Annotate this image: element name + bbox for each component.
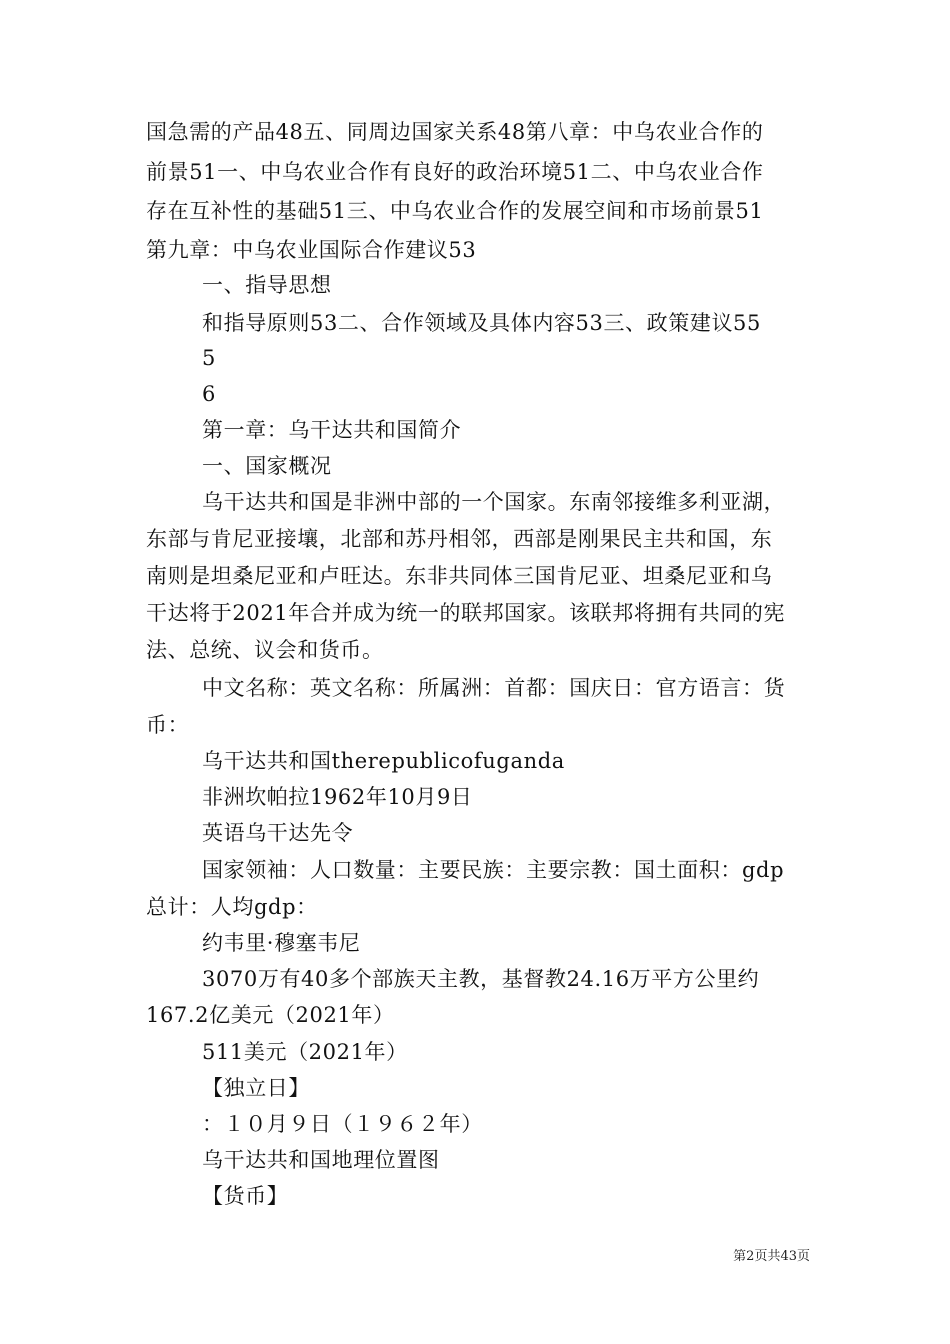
text-line: 和指导原则53二、合作领域及具体内容53三、政策建议55	[202, 311, 761, 335]
text-line: 前景51一、中乌农业合作有良好的政治环境51二、中乌农业合作	[146, 160, 764, 184]
field-values-line: 约韦里·穆塞韦尼	[202, 931, 361, 955]
section-heading: 一、指导思想	[202, 273, 332, 297]
paragraph-line: 东部与肯尼亚接壤，北部和苏丹相邻，西部是刚果民主共和国，东	[146, 527, 773, 551]
field-values-line: 3070万有40多个部族天主教，基督教24.16万平方公里约	[202, 967, 760, 991]
section-heading: 一、国家概况	[202, 454, 332, 478]
field-values-line: 511美元（2021年）	[202, 1040, 408, 1064]
map-caption: 乌干达共和国地理位置图	[202, 1148, 440, 1172]
paragraph-line: 法、总统、议会和货币。	[146, 638, 384, 662]
field-labels-line: 总计：人均gdp：	[146, 895, 318, 919]
paragraph-line: 乌干达共和国是非洲中部的一个国家。东南邻接维多利亚湖，	[202, 490, 786, 514]
text-line: 5	[202, 346, 216, 370]
field-labels-line: 国家领袖：人口数量：主要民族：主要宗教：国土面积：gdp	[202, 858, 785, 882]
text-line: 存在互补性的基础51三、中乌农业合作的发展空间和市场前景51	[146, 199, 764, 223]
text-line: 第九章：中乌农业国际合作建议53	[146, 238, 477, 262]
paragraph-line: 干达将于2021年合并成为统一的联邦国家。该联邦将拥有共同的宪	[146, 601, 786, 625]
independence-day-value: ：１０月９日（１９６２年）	[202, 1112, 483, 1136]
field-values-line: 167.2亿美元（2021年）	[146, 1003, 395, 1027]
independence-day-heading: 【独立日】	[202, 1076, 310, 1100]
field-values-line: 英语乌干达先令	[202, 821, 354, 845]
field-labels-line: 中文名称：英文名称：所属洲：首都：国庆日：官方语言：货	[202, 676, 786, 700]
text-line: 6	[202, 382, 216, 406]
text-line: 国急需的产品48五、同周边国家关系48第八章：中乌农业合作的	[146, 120, 764, 144]
field-values-line: 非洲坎帕拉1962年10月9日	[202, 785, 473, 809]
chapter-heading: 第一章：乌干达共和国简介	[202, 418, 462, 442]
field-labels-line: 币：	[146, 713, 190, 737]
page-number-footer: 第2页共43页	[733, 1249, 810, 1264]
paragraph-line: 南则是坦桑尼亚和卢旺达。东非共同体三国肯尼亚、坦桑尼亚和乌	[146, 564, 773, 588]
field-values-line: 乌干达共和国therepublicofuganda	[202, 749, 565, 773]
currency-heading: 【货币】	[202, 1184, 289, 1208]
